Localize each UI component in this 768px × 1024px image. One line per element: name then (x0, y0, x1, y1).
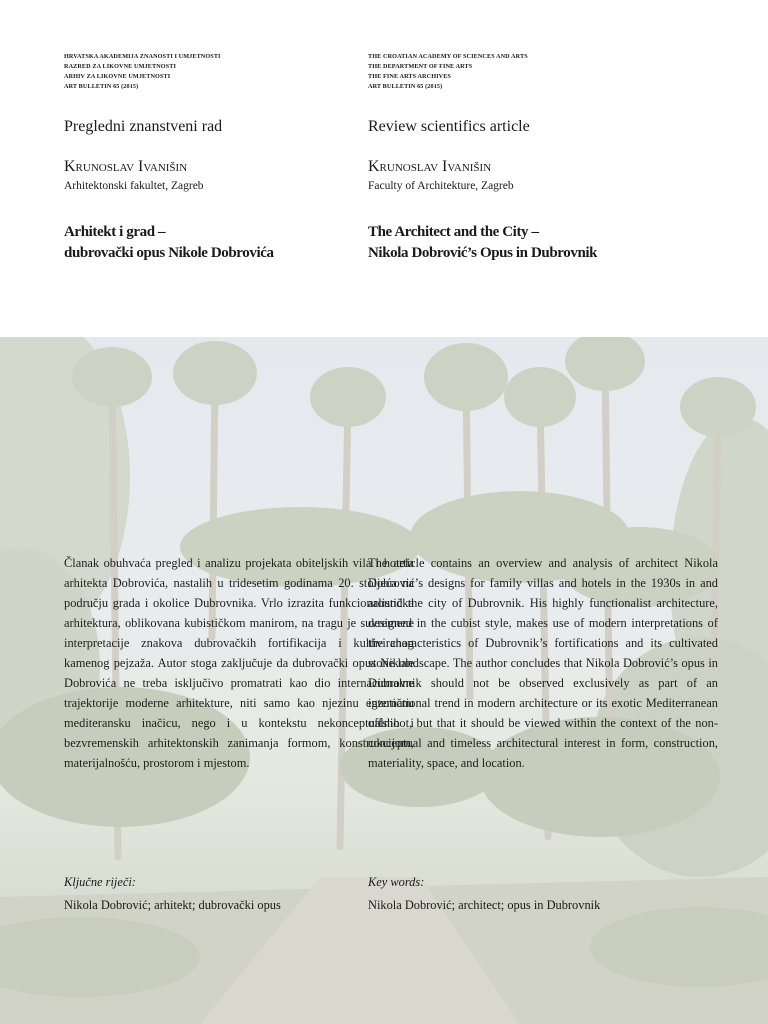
left-institution-line: ARHIV ZA LIKOVNE UMJETNOSTI (64, 73, 171, 80)
left-institution-header (64, 52, 414, 92)
left-institution-line: ART BULLETIN 65 (2015) (64, 83, 139, 90)
right-keywords: Nikola Dobrović; architect; opus in Dubrovnik (368, 898, 601, 912)
right-institution-line: THE FINE ARTS ARCHIVES (368, 73, 451, 80)
left-keywords-label: Ključne riječi: (64, 875, 136, 889)
right-institution-header (368, 52, 718, 92)
right-institution-line: THE DEPARTMENT OF FINE ARTS (368, 63, 473, 70)
right-institution-line: ART BULLETIN 65 (2015) (368, 83, 443, 90)
left-institution-line: HRVATSKA AKADEMIJA ZNANOSTI I UMJETNOSTI (64, 53, 221, 60)
right-article-type: Review scientifics article (368, 118, 530, 135)
right-article-title (368, 222, 718, 264)
right-abstract: The article contains an overview and analysis of architect Nikola Dobrović’s designs for family villas and hotels in the 1930s in and around the city of Dubrovnik. His highly functionalist architecture, designed in the cubist style, makes use of modern interpretations of the characteristics of Dubrovnik’s fortifications and its cultivated stone landscape. The author concludes that Nikola Dobrović’s opus in Dubrovnik should not be observed exclusively as part of an international trend in modern architecture or its exotic Mediterranean offshoot, but that it should be viewed within the context of the non-conceptual and timeless architectural interest in form, construction, materiality, space, and location. (368, 556, 718, 770)
right-keywords-label: Key words: (368, 875, 425, 889)
left-abstract: Članak obuhvaća pregled i analizu projekata obiteljskih vila i hotela arhitekta Dobrovića, nastalih u tridesetim godinama 20. stoljeća na području grada i okolice Dubrovnika. Vrlo izrazita funkcionalistička arhitektura, oblikovana kubističkom manirom, na tragu je suvremene interpretacije znakova dubrovačkih fortifikacija i kultiviranog kamenog pejzaža. Autor stoga zaključuje da dubrovački opus Nikole Dobrovića ne treba isključivo promatrati kao dio internacionalne trajektorije moderne arhitekture, niti samo kao njezinu egzotičnu mediteransku inačicu, nego i u kontekstu nekonceptualnih i bezvremenskih arhitektonskih zanimanja formom, konstrukcijom, materijalnošću, prostorom i mjestom. (64, 556, 414, 770)
right-institution-line: THE CROATIAN ACADEMY OF SCIENCES AND ARTS (368, 53, 528, 60)
right-title-line-1: The Architect and the City – (368, 224, 539, 240)
left-author-affiliation: Arhitektonski fakultet, Zagreb (64, 180, 204, 192)
right-author-name: Krunoslav Ivanišin (368, 158, 492, 175)
right-author-affiliation: Faculty of Architekture, Zagreb (368, 180, 514, 192)
left-title-line-2: dubrovački opus Nikole Dobrovića (64, 245, 274, 261)
left-keywords: Nikola Dobrović; arhitekt; dubrovački opus (64, 898, 281, 912)
left-institution-line: RAZRED ZA LIKOVNE UMJETNOSTI (64, 63, 176, 70)
right-title-line-2: Nikola Dobrović’s Opus in Dubrovnik (368, 245, 598, 261)
left-author-name: Krunoslav Ivanišin (64, 158, 188, 175)
left-article-type: Pregledni znanstveni rad (64, 118, 223, 135)
left-title-line-1: Arhitekt i grad – (64, 224, 166, 240)
left-article-title (64, 222, 414, 264)
